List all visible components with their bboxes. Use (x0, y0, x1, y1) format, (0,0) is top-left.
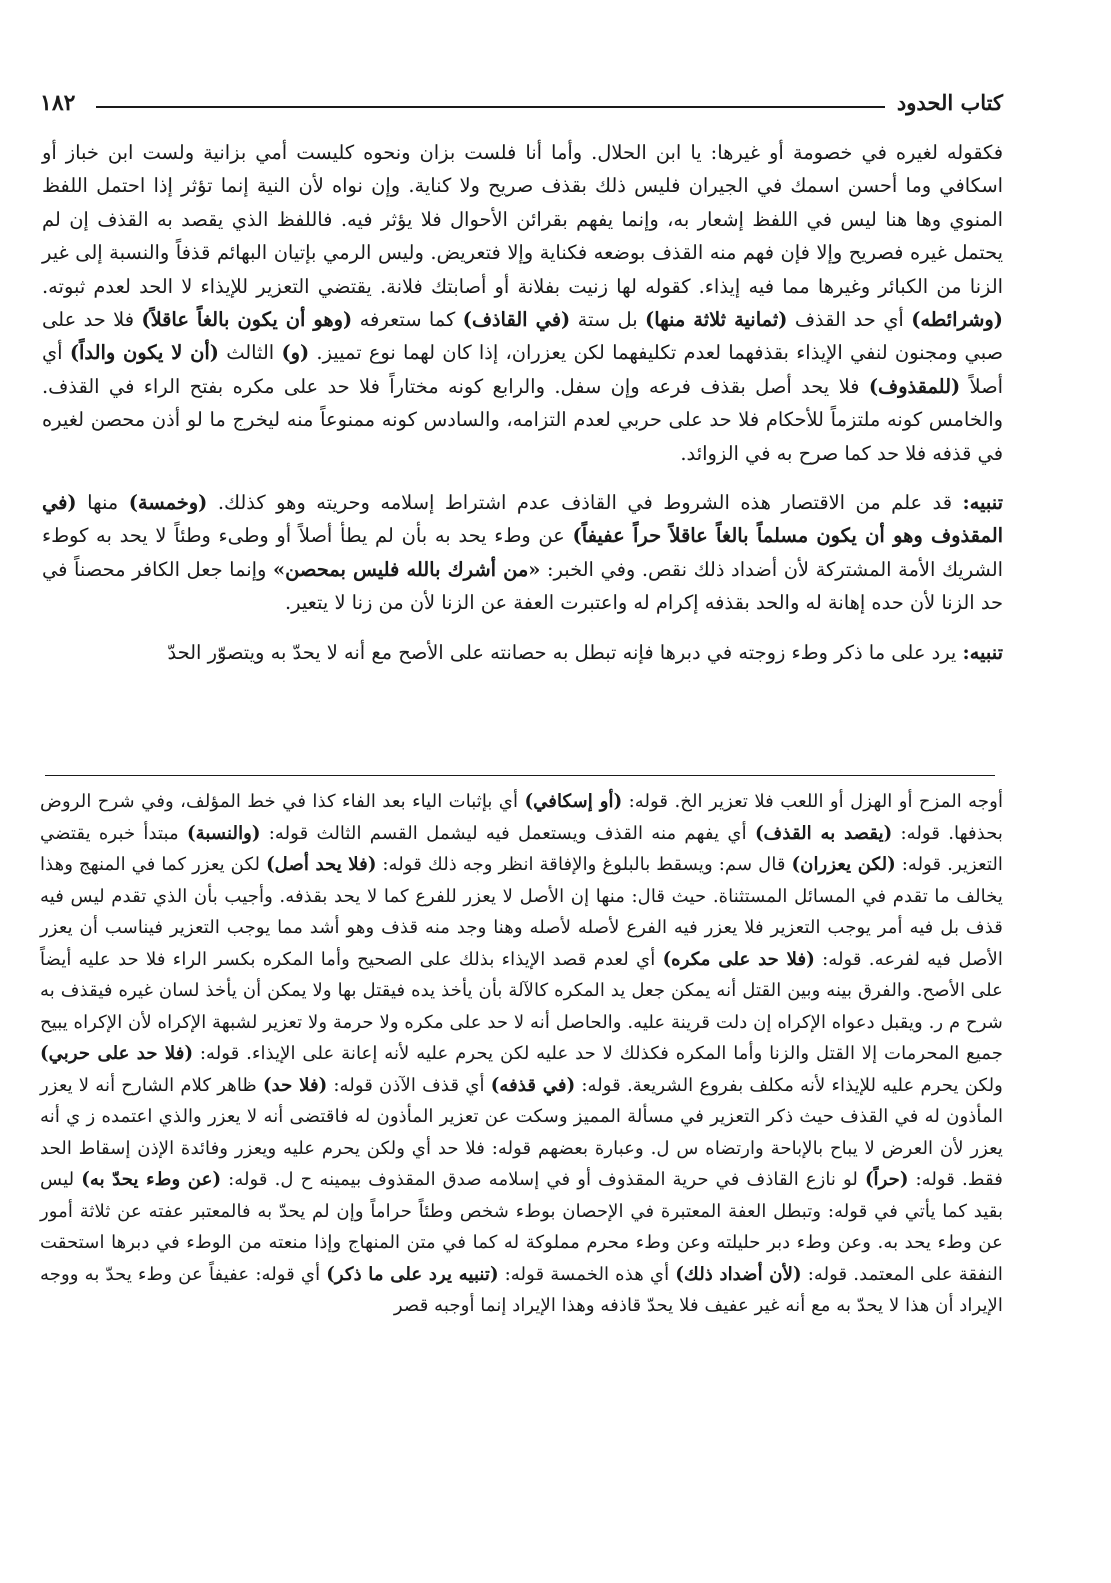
bold-run: (يقصد به القذف) (754, 822, 893, 844)
text-run: وإنما جعل الكافر محصناً في حد الزنا لأن حده إهانة له والحد بقذفه إكرام له واعتبرت العفة عن الزنا لأن من زنا لا يتعير. (42, 557, 1003, 615)
bold-run: (للمقذوف) (868, 374, 961, 398)
text-run: كما ستعرفه (359, 308, 456, 332)
text-run: ليس بقيد كما يأتي في قوله: وتبطل العفة المعتبرة في الإحصان بوطء شخص وطئاً حراماً وإن لم يحدّ به فالمعتبر عفته عن ثلاثة أمور عن وطء يحد به. وعن وطء دبر حليلته وعن وطء محرم مملوكة له كما في متن المنهاج وإذا منعته من الوطء في دبرها استحقت النفقة على المعتمد. قوله: (40, 1169, 1003, 1285)
text-run: الثالث (226, 341, 275, 365)
bold-run: (فلا حد على حربي) (40, 1043, 194, 1064)
bold-run: (ثمانية ثلاثة منها) (645, 308, 788, 332)
bold-run: (عن وطء يحدّ به) (81, 1169, 222, 1190)
text-run: مبتدأ خبره يقتضي التعزير. قوله: (40, 822, 1003, 875)
text-run: أي يفهم منه القذف ويستعمل فيه ليشمل القسم الثالث قوله: (268, 822, 747, 844)
text-run: أي قوله: عفيفاً عن وطء يحدّ به ووجه الإيراد أن هذا لا يحدّ به مع أنه غير عفيف فلا يحدّ قاذفه وهذا الإيراد إنما أوجبه قصر (40, 1263, 1003, 1316)
text-run: فلا يحد أصل بقذف فرعه وإن سفل. والرابع كونه مختاراً فلا حد على مكره بفتح الراء في القذف. والخامس كونه ملتزماً للأحكام فلا حد على حربي لعدم التزامه، والسادس كونه ممنوعاً منه ليخرج ما لو أذن محصن لغيره في قذفه فلا حد كما صرح به في الزوائد. (42, 374, 1003, 465)
footnote-paragraph (40, 786, 1003, 1322)
text-run: أوجه المزح أو الهزل أو اللعب فلا تعزير الخ. قوله: (628, 791, 1003, 812)
text-run: فلا حد على صبي ومجنون لنفي الإيذاء بقذفهما لعدم تكليفهما لكن يعزران، إذا كان لهما نوع تمييز. (42, 308, 1004, 365)
bold-run: (والنسبة) (186, 822, 261, 844)
text-run: لو نازع القاذف في حرية المقذوف أو في إسلامه صدق المقذوف بيمينه ح ل. قوله: (228, 1169, 858, 1190)
text-run: أي حد القذف (794, 308, 904, 332)
bold-run: (تنبيه يرد على ما ذكر) (326, 1263, 499, 1285)
text-run: يرد على ما ذكر وطء زوجته في دبرها فإنه تبطل به حصانته على الأصح مع أنه لا يحدّ به ويتصوّر الحدّ (167, 640, 957, 664)
notice-label: تنبيه: (962, 491, 1004, 515)
text-run: عن وطء يحد به بأن لم يطأ أصلاً أو وطىء وطئاً لا يحد به كوطء الشريك الأمة المشتركة لأن أضداد ذلك نقص. وفي الخبر: (42, 524, 1003, 581)
bold-run: (أن لا يكون والداً) (69, 341, 219, 365)
book-title: كتاب الحدود (896, 90, 1003, 115)
bold-run: (في المقذوف وهو أن يكون مسلماً بالغاً عاقلاً حراً عفيفاً) (42, 491, 1003, 548)
bold-run: (وخمسة) (128, 491, 208, 515)
bold-run: (فلا حد على مكره) (662, 948, 815, 970)
bold-run: (فلا يحد أصل) (266, 854, 377, 875)
notice-paragraph (42, 636, 1003, 669)
bold-run: (في القاذف) (462, 308, 571, 332)
text-run: ولكن يحرم عليه للإيذاء لأنه مكلف بفروع الشريعة. قوله: (581, 1074, 1003, 1096)
bold-run: (لكن يعزران) (791, 854, 896, 875)
text-run: لكن يعزر كما في المنهج وهذا يخالف ما تقدم في المسائل المستثناة. حيث قال: منها إن الأصل لا يعزر للفرع كما لا يحد بقذفه. وأجيب بأن الذي تقدم ليس فيه قذف بل فيه أمر يوجب التعزير فلا يعزر فيه الفرع لأصله لأصله وهنا وجد منه قذف وهو أشد مما يوجب التعزير فيناسب أن يعزر الأصل فيه لفرعه. قوله: (40, 854, 1003, 970)
bold-run: (وهو أن يكون بالغاً عاقلاً) (141, 308, 353, 332)
text-run: أي بإثبات الياء بعد الفاء كذا في خط المؤلف، وفي شرح الروض بحذفها. قوله: (40, 791, 1003, 844)
text-run: فكقوله لغيره في خصومة أو غيرها: يا ابن الحلال. وأما أنا فلست بزان ونحوه كليست أمي بزانية ولست ابن خباز أو اسكافي وما أحسن اسمك في الجيران فليس ذلك بقذف صريح ولا كناية. وإن نواه لأن النية إنما تؤثر إذا احتمل اللفظ المنوي وها هنا ليس في اللفظ إشعار به، وإنما يفهم بقرائن الأحوال فلا يؤثر فيه. فاللفظ الذي يقصد به القذف إن لم يحتمل غيره فصريح وإلا فإن فهم منه القذف بوضعه فكناية وإلا فتعريض. وليس الرمي بإتيان البهائم قذفاً والنسبة إلى غير الزنا من الكبائر وغيرها مما فيه إيذاء. كقوله لها زنيت بفلانة أو أصابتك فلانة. يقتضي التعزير للإيذاء لا الحد لعدم ثبوته. (42, 141, 1003, 298)
text-run: أي هذه الخمسة قوله: (504, 1263, 670, 1285)
text-run: ظاهر كلام الشارح أنه لا يعزر المأذون له في القذف حيث ذكر التعزير في مسألة المميز وسكت عن تعزير المأذون له فاقتضى أنه لا يعزر والذي اعتمده ز ي أنه يعزر لأن العرض لا يباح بالإباحة وارتضاه س ل. وعبارة بعضهم قوله: فلا حد أي ولكن يحرم عليه ويعزر وفائدة الإذن إسقاط الحد فقط. قوله: (40, 1074, 1003, 1190)
footnotes-commentary (40, 786, 1003, 1322)
text-run: قد علم من الاقتصار هذه الشروط في القاذف عدم اشتراط إسلامه وحريته وهو كذلك. (217, 491, 952, 515)
bold-run: (حراً) (864, 1169, 909, 1190)
text-run: قال سم: ويسقط بالبلوغ والإفاقة انظر وجه ذلك قوله: (382, 854, 786, 875)
page-header (40, 90, 1003, 130)
text-run: أي أصلاً (42, 341, 1003, 398)
text-run: بل ستة (577, 308, 638, 332)
notice-paragraph (42, 486, 1003, 620)
main-text (42, 136, 1003, 669)
bold-run: (وشرائطه) (911, 308, 1003, 332)
bold-run: (و) (281, 341, 310, 365)
notice-label: تنبيه: (962, 640, 1003, 664)
text-run: أي لعدم قصد الإيذاء بذلك على الصحيح وأما المكره بكسر الراء فلا حد عليه أيضاً على الأصح. والفرق بينه وبين القتل أنه يمكن جعل يد المكره كالآلة بأن يأخذ يده فيقتل بها ولا يمكن أن يأخذ لسان غيره فيقذف به شرح م ر. ويقبل دعواه الإكراه إن دلت قرينة عليه. والحاصل أنه لا حد على مكره ولا حرمة ولا تعزير لشبهة الإكراه لأن الإكراه يبيح جميع المحرمات إلا القتل والزنا وأما المكره فكذلك لا حد عليه لكن يحرم عليه لأنه إعانة على الإيذاء. قوله: (40, 948, 1003, 1064)
header-rule (96, 106, 885, 108)
footnote-divider (45, 775, 995, 776)
bold-run: (فلا حد) (263, 1074, 328, 1096)
main-paragraph (42, 136, 1003, 470)
text-run: منها (87, 491, 119, 515)
bold-run: (أو إسكافي) (524, 791, 623, 812)
text-run: أي قذف الآذن قوله: (333, 1074, 485, 1096)
page-number: ١٨٢ (40, 90, 76, 116)
bold-run: (لأن أضداد ذلك) (675, 1263, 802, 1285)
bold-run: (في قذفه) (490, 1074, 576, 1096)
bold-run: «من أشرك بالله فليس بمحصن» (273, 557, 541, 581)
